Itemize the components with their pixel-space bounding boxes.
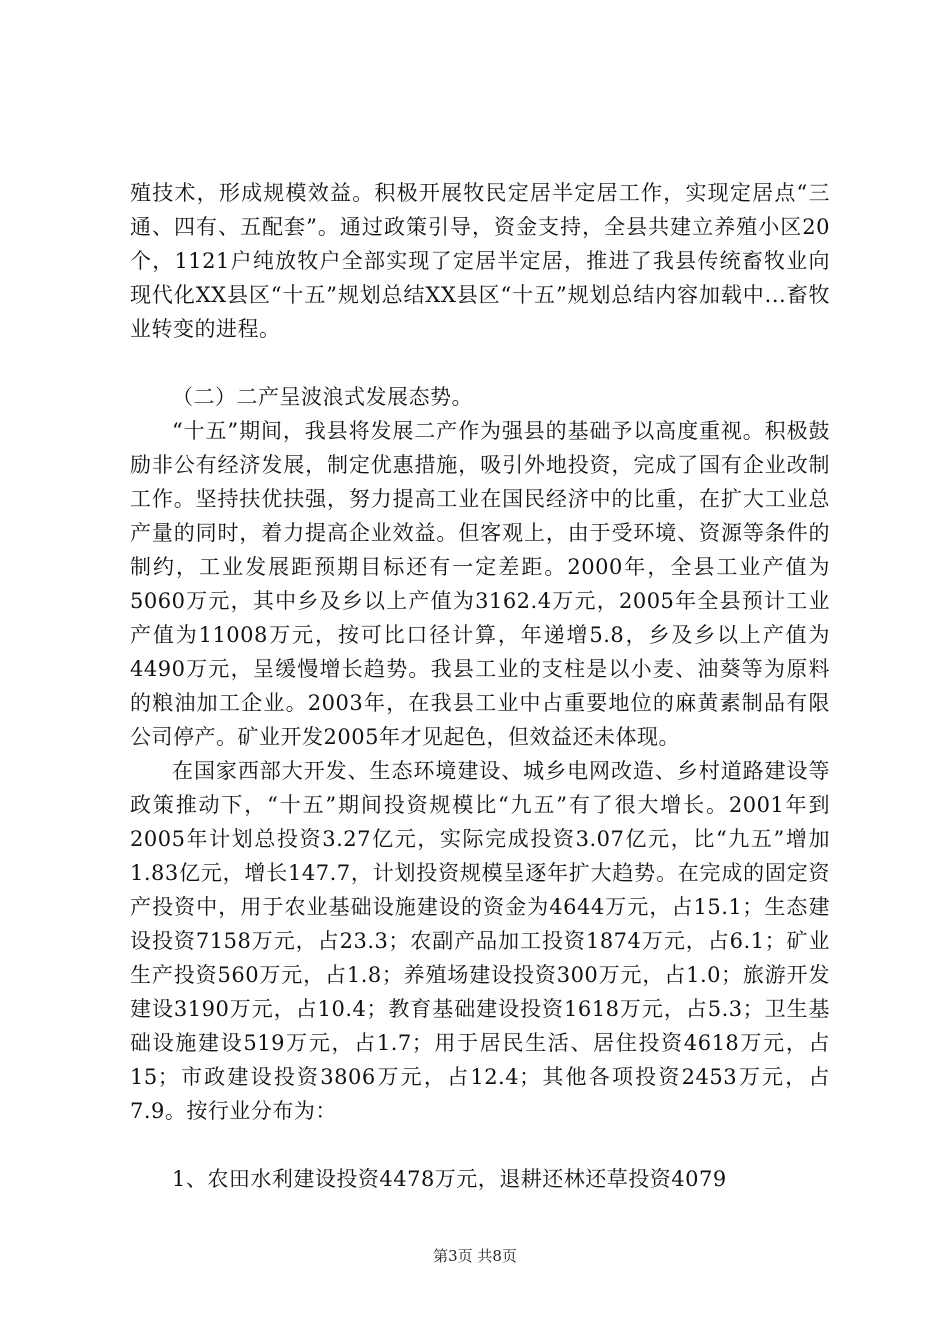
page-footer <box>0 1245 950 1266</box>
section-heading-secondary-industry: （二）二产呈波浪式发展态势。 <box>172 385 473 409</box>
paragraph-investment-scale: 在国家西部大开发、生态环境建设、城乡电网改造、乡村道路建设等政策推动下，“十五”期间投资规模比“九五”有了很大增长。2001年到2005年计划总投资3.27亿元，实际完成投资3.07亿元，比“九五”增加1.83亿元，增长147.7，计划投资规模呈逐年扩大趋势。在完成的固定资产投资中，用于农业基础设施建设的资金为4644万元，占15.1；生态建设投资7158万元，占23.3；农副产品加工投资1874万元，占6.1；矿业生产投资560万元，占1.8；养殖场建设投资300万元，占1.0；旅游开发建设3190万元，占10.4；教育基础建设投资1618万元，占5.3；卫生基础设施建设519万元，占1.7；用于居民生活、居住投资4618万元，占15；市政建设投资3806万元，占12.4；其他各项投资2453万元，占7.9。按行业分布为： <box>130 759 830 1123</box>
paragraph-livestock-settlement: 殖技术，形成规模效益。积极开展牧民定居半定居工作，实现定居点“三通、四有、五配套”。通过政策引导，资金支持，全县共建立养殖小区20个，1121户纯放牧户全部实现了定居半定居，推进了我县传统畜牧业向现代化XX县区“十五”规划总结XX县区“十五”规划总结内容加载中...畜牧业转变的进程。 <box>130 181 830 341</box>
paragraph-industry-distribution-item-1: 1、农田水利建设投资4478万元，退耕还林还草投资4079 <box>172 1167 727 1191</box>
page-number-label: 第3页 共8页 <box>433 1247 517 1265</box>
body-text <box>130 176 830 1196</box>
paragraph-industry-development: “十五”期间，我县将发展二产作为强县的基础予以高度重视。积极鼓励非公有经济发展，制定优惠措施，吸引外地投资，完成了国有企业改制工作。坚持扶优扶强，努力提高工业在国民经济中的比重，在扩大工业总产量的同时，着力提高企业效益。但客观上，由于受环境、资源等条件的制约，工业发展距预期目标还有一定差距。2000年，全县工业产值为5060万元，其中乡及乡以上产值为3162.4万元，2005年全县预计工业产值为11008万元，按可比口径计算，年递增5.8，乡及乡以上产值为4490万元，呈缓慢增长趋势。我县工业的支柱是以小麦、油葵等为原料的粮油加工企业。2003年，在我县工业中占重要地位的麻黄素制品有限公司停产。矿业开发2005年才见起色，但效益还未体现。 <box>130 419 830 749</box>
